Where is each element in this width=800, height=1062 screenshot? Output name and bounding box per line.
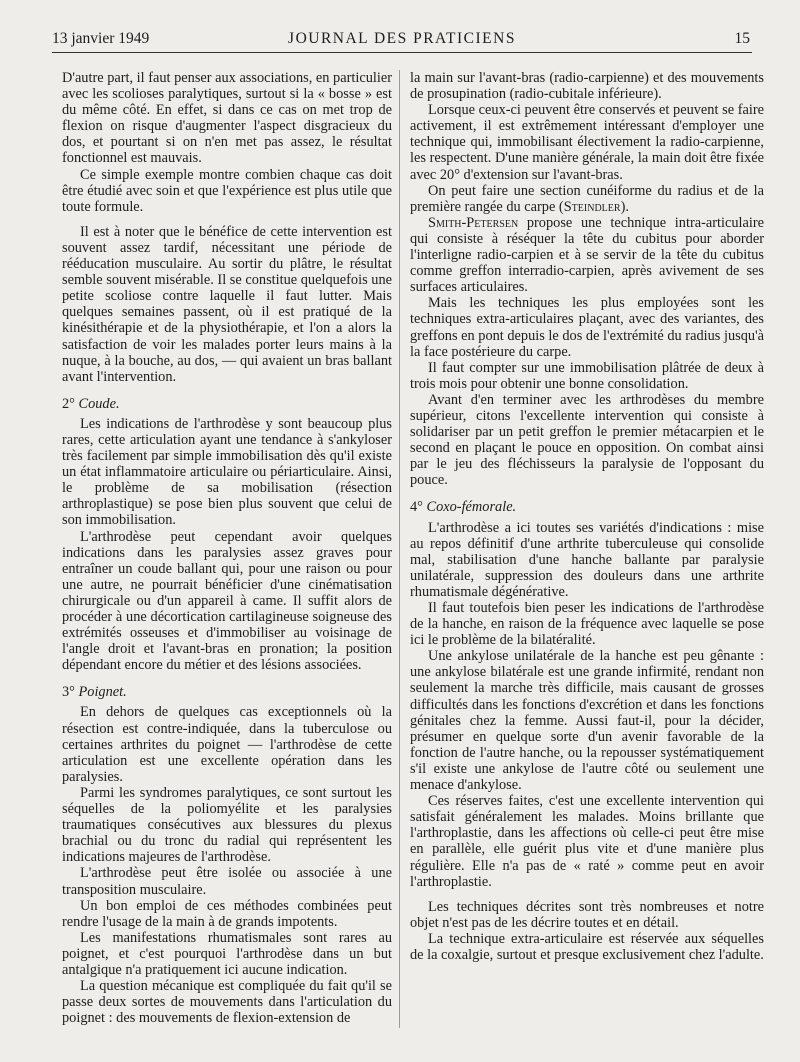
section-title: Coude. — [78, 395, 120, 412]
text-run: propose une technique intra-articulaire qui consiste à réséquer la tête du cubitus pour aborder l'interligne radio-carpien et à se servir de la tête du cubitus comme greffon interradio-carpien, après avivement de ses surfaces articulaires. — [410, 214, 764, 296]
paragraph: Il faut toutefois bien peser les indications de l'arthrodèse de la hanche, en raison de la fréquence avec laquelle se pose ici le problème de la bilatéralité. — [410, 600, 764, 649]
author-name: Smith-Petersen — [428, 214, 519, 231]
author-name: Steindler — [563, 198, 621, 215]
paragraph: L'arthrodèse a ici toutes ses variétés d'indications : mise au repos définitif d'une arthrite tuberculeuse qui consolide mal, stabilisation d'une hanche ballante par paralysie unilatérale, suppression des douleurs dans une arthrite rhumatismale dégénérative. — [410, 519, 764, 600]
text-run: On peut faire une section cunéiforme du radius et de la première rangée du carpe ( — [410, 182, 764, 215]
paragraph: Ces réserves faites, c'est une excellente intervention qui satisfait généralement les malades. Moins brillante que l'arthroplastie, dans les affections où celle-ci peut être mise en parallèle, elle guérit plus vite et d'une manière plus régulière. Elle n'a pas de « raté » comme peut en avoir l'arthroplastie. — [410, 793, 764, 890]
left-column — [62, 70, 392, 1026]
paragraph: La technique extra-articulaire est réservée aux séquelles de la coxalgie, surtout et presque exclusivement chez l'adulte. — [410, 930, 764, 963]
paragraph: Ce simple exemple montre combien chaque cas doit être étudié avec soin et que l'expérience est plus utile que toute formule. — [62, 166, 392, 215]
paragraph: En dehors de quelques cas exceptionnels où la résection est contre-indiquée, dans la tuberculose ou certaines arthrites du poignet — l'arthrodèse de cette articulation est une excellente opération dans les paralysies. — [62, 704, 392, 785]
paragraph: L'arthrodèse peut cependant avoir quelques indications dans les paralysies assez graves pour entraîner un coude ballant qui, pour une raison ou pour une autre, ne pourrait bénéficier d'une cinématisation chirurgicale ou d'un appareil à came. Il suffit alors de procéder à une décortication cartilagineuse soigneuse des extrémités osseuses et d'immobiliser au voisinage de l'angle droit et l'avant-bras en pronation; la position dépendant encore du métier et des lésions associées. — [62, 528, 392, 674]
paragraph: Un bon emploi de ces méthodes combinées peut rendre l'usage de la main à de grands impotents. — [62, 897, 392, 930]
paragraph: Il est à noter que le bénéfice de cette intervention est souvent assez tardif, nécessitant une période de rééducation musculaire. Au sortir du plâtre, le résultat semble souvent misérable. Il se constitue quelquefois une petite scoliose contre laquelle il faut lutter. Mais quelques semaines passent, où il est pratiqué de la kinésithérapie et de la physiothérapie, et l'on a alors la satisfaction de voir les malades porter leurs mains à la nuque, à la bouche, au dos, — qui avaient un bras ballant avant l'intervention. — [62, 223, 392, 385]
paragraph: la main sur l'avant-bras (radio-carpienne) et des mouvements de prosupination (radio-cubitale inférieure). — [410, 70, 764, 103]
section-heading-coude — [62, 396, 392, 412]
paragraph: L'arthrodèse peut être isolée ou associée à une transposition musculaire. — [62, 865, 392, 898]
paragraph: Les techniques décrites sont très nombreuses et notre objet n'est pas de les décrire toutes et en détail. — [410, 898, 764, 931]
section-heading-poignet — [62, 684, 392, 700]
paragraph — [410, 183, 764, 215]
section-number: 3° — [62, 684, 75, 701]
paragraph: Avant d'en terminer avec les arthrodèses du membre supérieur, citons l'excellente intervention qui consiste à solidariser par un petit greffon le premier métacarpien et le second en plaçant le pouce en opposition. On combat ainsi par le jeu des fléchisseurs la paralysie de l'opposant du pouce. — [410, 391, 764, 489]
section-number: 4° — [410, 499, 423, 516]
text-run: ). — [620, 198, 629, 215]
section-title: Coxo-fémorale. — [426, 499, 517, 516]
page-number: 15 — [734, 30, 750, 47]
paragraph — [410, 215, 764, 295]
paragraph: Les indications de l'arthrodèse y sont beaucoup plus rares, cette articulation ayant une tendance à s'ankyloser très facilement par simple immobilisation dès qu'il existe un état inflammatoire articulaire ou périarticulaire. Ainsi, le problème de sa mobilisation (résection arthroplastique) se pose bien plus souvent que celui de son immobilisation. — [62, 415, 392, 529]
section-number: 2° — [62, 395, 75, 412]
paragraph: Il faut compter sur une immobilisation plâtrée de deux à trois mois pour obtenir une bonne consolidation. — [410, 359, 764, 392]
section-heading-coxo — [410, 499, 764, 515]
issue-date: 13 janvier 1949 — [52, 30, 150, 47]
paragraph: Lorsque ceux-ci peuvent être conservés et peuvent se faire activement, il est extrêmement intéressant d'employer une technique qui, immobilisant électivement la radio-carpienne, les respectent. D'une manière générale, la main doit être fixée avec 20° d'extension sur l'avant-bras. — [410, 102, 764, 183]
paragraph: Mais les techniques les plus employées sont les techniques extra-articulaires plaçant, avec des variantes, des greffons en pont depuis le dos de l'extrémité du radius jusqu'à la face postérieure du carpe. — [410, 295, 764, 360]
paragraph: D'autre part, il faut penser aux associations, en particulier avec les scolioses paralytiques, surtout si la « bosse » est du même côté. En effet, si dans ce cas on met trop de flexion on risque d'augmenter l'aspect disgracieux du dos, et pourtant si on n'en met pas assez, le résultat fonctionnel est mauvais. — [62, 70, 392, 167]
paragraph: Parmi les syndromes paralytiques, ce sont surtout les séquelles de la poliomyélite et les paralysies traumatiques consécutives aux blessures du plexus brachial ou du tronc du radial qui représentent les indications majeures de l'arthrodèse. — [62, 784, 392, 866]
running-header — [52, 28, 752, 53]
section-title: Poignet. — [78, 684, 127, 701]
journal-title: JOURNAL DES PRATICIENS — [288, 30, 516, 47]
paragraph: La question mécanique est compliquée du fait qu'il se passe deux sortes de mouvements dans l'articulation du poignet : des mouvements de flexion-extension de — [62, 978, 392, 1027]
right-column — [410, 70, 764, 963]
paragraph: Une ankylose unilatérale de la hanche est peu gênante : une ankylose bilatérale est une grande infirmité, rendant non seulement la marche très difficile, mais causant de grosses difficultés dans les fonctions d'excrétion et dans les fonctions génitales chez la femme. Aussi faut-il, pour la décider, présumer en quelque sorte d'un avenir favorable de la fonction de l'autre hanche, ou la repousser systématiquement s'il existe une ankylose de l'autre côté ou seulement une menace d'ankylose. — [410, 648, 764, 794]
column-divider — [399, 70, 400, 1028]
paragraph: Les manifestations rhumatismales sont rares au poignet, et c'est pourquoi l'arthrodèse dans un but antalgique n'a pratiquement ici aucune indication. — [62, 929, 392, 978]
